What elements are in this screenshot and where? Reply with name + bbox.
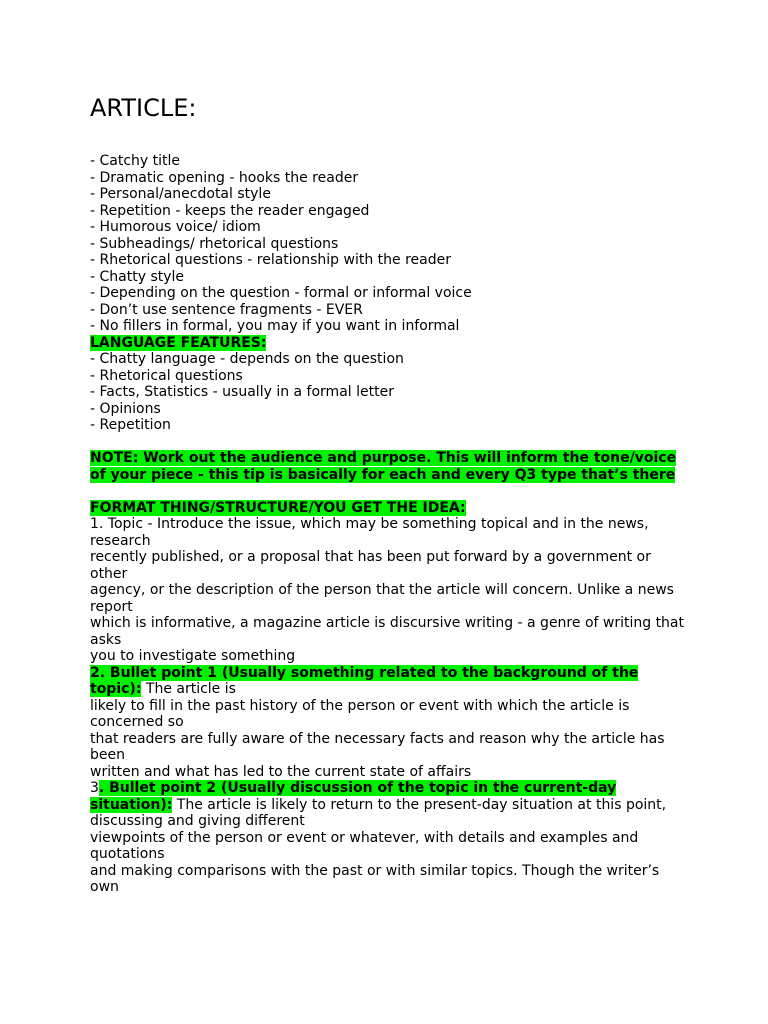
list-item: - Chatty style bbox=[90, 268, 185, 285]
list-item: - Catchy title bbox=[90, 153, 181, 169]
paragraph-line: which is informative, a magazine article is discursive writing - a genre of writing that bbox=[90, 615, 685, 631]
list-item: - Depending on the question - formal or informal voice bbox=[90, 285, 472, 301]
point-2 bbox=[90, 665, 690, 781]
point-3 bbox=[90, 780, 690, 896]
paragraph-line: and making comparisons with the past or with similar topics. Though the writer’s bbox=[90, 862, 660, 879]
list-item: - Humorous voice/ idiom bbox=[90, 219, 261, 235]
spacer bbox=[90, 434, 690, 451]
paragraph-line: been bbox=[90, 747, 125, 763]
language-features-heading: LANGUAGE FEATURES: bbox=[90, 334, 267, 351]
note-callout bbox=[90, 450, 690, 483]
paragraph-line: recently published, or a proposal that has been put forward by a government or bbox=[90, 549, 651, 565]
features-list bbox=[90, 153, 690, 335]
list-item: - Opinions bbox=[90, 400, 161, 417]
paragraph-text: The article is likely to return to the present-day situation at this point, bbox=[172, 796, 667, 813]
list-item: - No fillers in formal, you may if you want in informal bbox=[90, 318, 460, 334]
list-item: - Subheadings/ rhetorical questions bbox=[90, 235, 339, 252]
paragraph-line: report bbox=[90, 598, 133, 615]
point-1 bbox=[90, 516, 690, 665]
point-heading: situation): bbox=[90, 796, 173, 813]
list-item: - Personal/anecdotal style bbox=[90, 186, 271, 202]
point-heading: 2. Bullet point 1 (Usually something related to the background of the bbox=[90, 664, 639, 681]
page-title: ARTICLE: bbox=[90, 94, 197, 122]
note-line: NOTE: Work out the audience and purpose. This will inform the tone/voice bbox=[90, 450, 677, 466]
paragraph-line: own bbox=[90, 879, 119, 895]
paragraph-line: likely to fill in the past history of the person or event with which the article is bbox=[90, 697, 630, 714]
language-features-list bbox=[90, 351, 690, 434]
paragraph-line: 1. Topic - Introduce the issue, which may be something topical and in the news, bbox=[90, 516, 649, 532]
spacer bbox=[90, 483, 690, 500]
list-item: - Repetition bbox=[90, 417, 171, 433]
paragraph-line: asks bbox=[90, 631, 122, 648]
paragraph-line: other bbox=[90, 565, 128, 582]
point-heading: . Bullet point 2 (Usually discussion of the topic in the current-day bbox=[98, 780, 617, 796]
paragraph-text: The article is bbox=[141, 681, 236, 697]
paragraph-line: viewpoints of the person or event or whatever, with details and examples and bbox=[90, 829, 639, 846]
list-item: - Facts, Statistics - usually in a formal letter bbox=[90, 384, 394, 400]
paragraph-line: research bbox=[90, 532, 151, 549]
paragraph-line: quotations bbox=[90, 846, 165, 862]
document-body bbox=[90, 153, 690, 896]
format-heading: FORMAT THING/STRUCTURE/YOU GET THE IDEA: bbox=[90, 499, 466, 516]
point-heading: topic): bbox=[90, 681, 142, 697]
list-item: - Repetition - keeps the reader engaged bbox=[90, 202, 370, 219]
paragraph-line: that readers are fully aware of the necessary facts and reason why the article has bbox=[90, 730, 665, 747]
point-number: 3 bbox=[90, 780, 99, 796]
list-item: - Don’t use sentence fragments - EVER bbox=[90, 301, 363, 318]
list-item: - Chatty language - depends on the question bbox=[90, 351, 404, 367]
list-item: - Rhetorical questions bbox=[90, 367, 243, 384]
list-item: - Dramatic opening - hooks the reader bbox=[90, 169, 359, 186]
paragraph-line: discussing and giving different bbox=[90, 813, 305, 829]
paragraph-line: agency, or the description of the person that the article will concern. Unlike a news bbox=[90, 582, 674, 598]
list-item: - Rhetorical questions - relationship with the reader bbox=[90, 252, 451, 268]
note-line: of your piece - this tip is basically for each and every Q3 type that’s there bbox=[90, 466, 676, 483]
paragraph-line: concerned so bbox=[90, 714, 184, 730]
paragraph-line: written and what has led to the current state of affairs bbox=[90, 763, 472, 780]
paragraph-line: you to investigate something bbox=[90, 648, 296, 664]
